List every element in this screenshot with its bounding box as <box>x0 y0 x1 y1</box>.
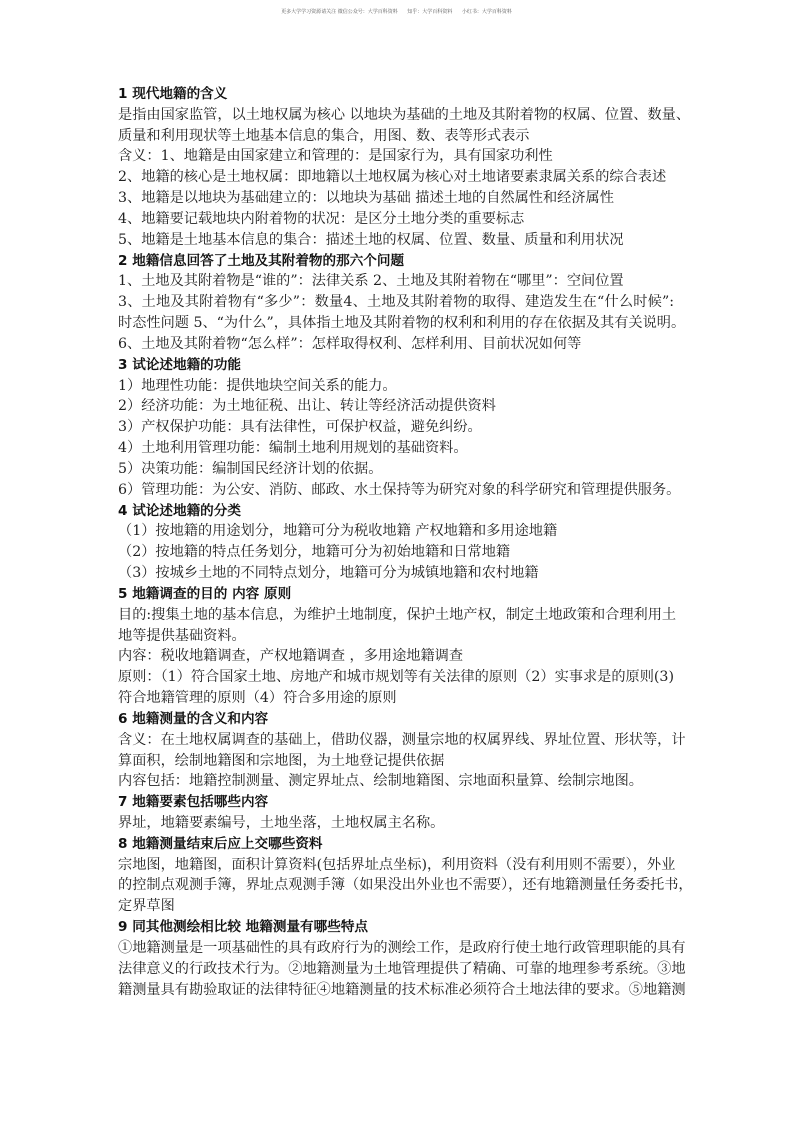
paragraph-line: 6、土地及其附着物“怎么样”：怎样取得权利、怎样利用、目前状况如何等 <box>118 335 582 352</box>
section-heading: 2 地籍信息回答了土地及其附着物的那六个问题 <box>118 252 405 269</box>
paragraph-line: 3、地籍是以地块为基础建立的：以地块为基础 描述土地的自然属性和经济属性 <box>118 190 614 207</box>
paragraph-line: 的控制点观测手簿，界址点观测手簿（如果没出外业也不需要），还有地籍测量任务委托书， <box>118 877 693 894</box>
paragraph-line: 质量和利用现状等土地基本信息的集合，用图、数、表等形式表示 <box>118 127 530 144</box>
paragraph-line: 是指由国家监管，以土地权属为核心 以地块为基础的土地及其附着物的权属、位置、数量、 <box>118 106 691 123</box>
paragraph-line: 定界草图 <box>118 898 175 915</box>
paragraph-line: 含义：1、地籍是由国家建立和管理的：是国家行为，具有国家功利性 <box>118 148 553 165</box>
paragraph-line: 时态性问题 5、“为什么”，具体指土地及其附着物的权利和利用的存在依据及其有关说明。 <box>118 315 686 332</box>
paragraph-line: 1）地理性功能：提供地块空间关系的能力。 <box>118 377 397 394</box>
paragraph-line: 3）产权保护功能：具有法律性，可保护权益，避免纠纷。 <box>118 419 482 436</box>
paragraph-line: 算面积，绘制地籍图和宗地图，为土地登记提供依据 <box>118 752 445 769</box>
paragraph-line: 宗地图，地籍图，面积计算资料(包括界址点坐标)，利用资料（没有利用则不需要），外业 <box>118 856 676 873</box>
paragraph-line: 法律意义的行政技术行为。②地籍测量为土地管理提供了精确、可靠的地理参考系统。③地 <box>118 960 686 977</box>
section-heading: 5 地籍调查的目的 内容 原则 <box>118 585 292 602</box>
section-heading: 8 地籍测量结束后应上交哪些资料 <box>118 835 323 852</box>
section-heading: 9 同其他测绘相比较 地籍测量有哪些特点 <box>118 919 369 936</box>
paragraph-line: 2、地籍的核心是土地权属：即地籍以土地权属为核心对土地诸要素隶属关系的综合表述 <box>118 169 667 186</box>
paragraph-line: 内容包括：地籍控制测量、测定界址点、绘制地籍图、宗地面积量算、绘制宗地图。 <box>118 773 643 790</box>
paragraph-line: 5、地籍是土地基本信息的集合：描述土地的权属、位置、数量、质量和利用状况 <box>118 231 624 248</box>
paragraph-line: 原则：（1）符合国家土地、房地产和城市规划等有关法律的原则（2）实事求是的原则(3) <box>118 669 674 686</box>
paragraph-line: 含义：在土地权属调查的基础上，借助仪器，测量宗地的权属界线、界址位置、形状等，计 <box>118 731 686 748</box>
section-heading: 4 试论述地籍的分类 <box>118 502 241 519</box>
document-body <box>118 84 693 1000</box>
paragraph-line: 6）管理功能：为公安、消防、邮政、水土保持等为研究对象的科学研究和管理提供服务。 <box>118 481 681 498</box>
paragraph-line: （2）按地籍的特点任务划分，地籍可分为初始地籍和日常地籍 <box>118 544 511 561</box>
paragraph-line: 1、土地及其附着物是“谁的”：法律关系 2、土地及其附着物在“哪里”：空间位置 <box>118 273 624 290</box>
paragraph-line: 籍测量具有勘验取证的法律特征④地籍测量的技术标准必须符合土地法律的要求。⑤地籍测 <box>118 981 686 998</box>
paragraph-line: 4）土地利用管理功能：编制土地利用规划的基础资料。 <box>118 440 468 457</box>
paragraph-line: 4、地籍要记载地块内附着物的状况：是区分土地分类的重要标志 <box>118 210 525 227</box>
paragraph-line: 目的:搜集土地的基本信息，为维护土地制度，保护土地产权，制定土地政策和合理利用土 <box>118 606 677 623</box>
paragraph-line: 2）经济功能：为土地征税、出让、转让等经济活动提供资料 <box>118 398 496 415</box>
paragraph-line: （1）按地籍的用途划分，地籍可分为税收地籍 产权地籍和多用途地籍 <box>118 523 558 540</box>
section-heading: 7 地籍要素包括哪些内容 <box>118 794 269 811</box>
section-heading: 1 现代地籍的含义 <box>118 86 228 102</box>
paragraph-line: 3、土地及其附着物有“多少”：数量4、土地及其附着物的取得、建造发生在“什么时候”: <box>118 294 674 311</box>
section-heading: 3 试论述地籍的功能 <box>118 356 241 373</box>
paragraph-line: 内容：税收地籍调查，产权地籍调查 ，多用途地籍调查 <box>118 648 464 665</box>
paragraph-line: 符合地籍管理的原则（4）符合多用途的原则 <box>118 690 397 707</box>
paragraph-line: 5）决策功能：编制国民经济计划的依据。 <box>118 460 383 477</box>
paragraph-line: 界址，地籍要素编号，土地坐落，土地权属主名称。 <box>118 814 445 831</box>
paragraph-line: （3）按城乡土地的不同特点划分，地籍可分为城镇地籍和农村地籍 <box>118 565 539 582</box>
section-heading: 6 地籍测量的含义和内容 <box>118 710 269 727</box>
header-note: 更多大学学习资源请关注 微信公众号：大学百科资料 知乎：大学百科资料 小红书：大学百科资料 <box>281 9 512 15</box>
paragraph-line: ①地籍测量是一项基础性的具有政府行为的测绘工作，是政府行使土地行政管理职能的具有 <box>118 939 686 956</box>
paragraph-line: 地等提供基础资料。 <box>118 627 246 644</box>
